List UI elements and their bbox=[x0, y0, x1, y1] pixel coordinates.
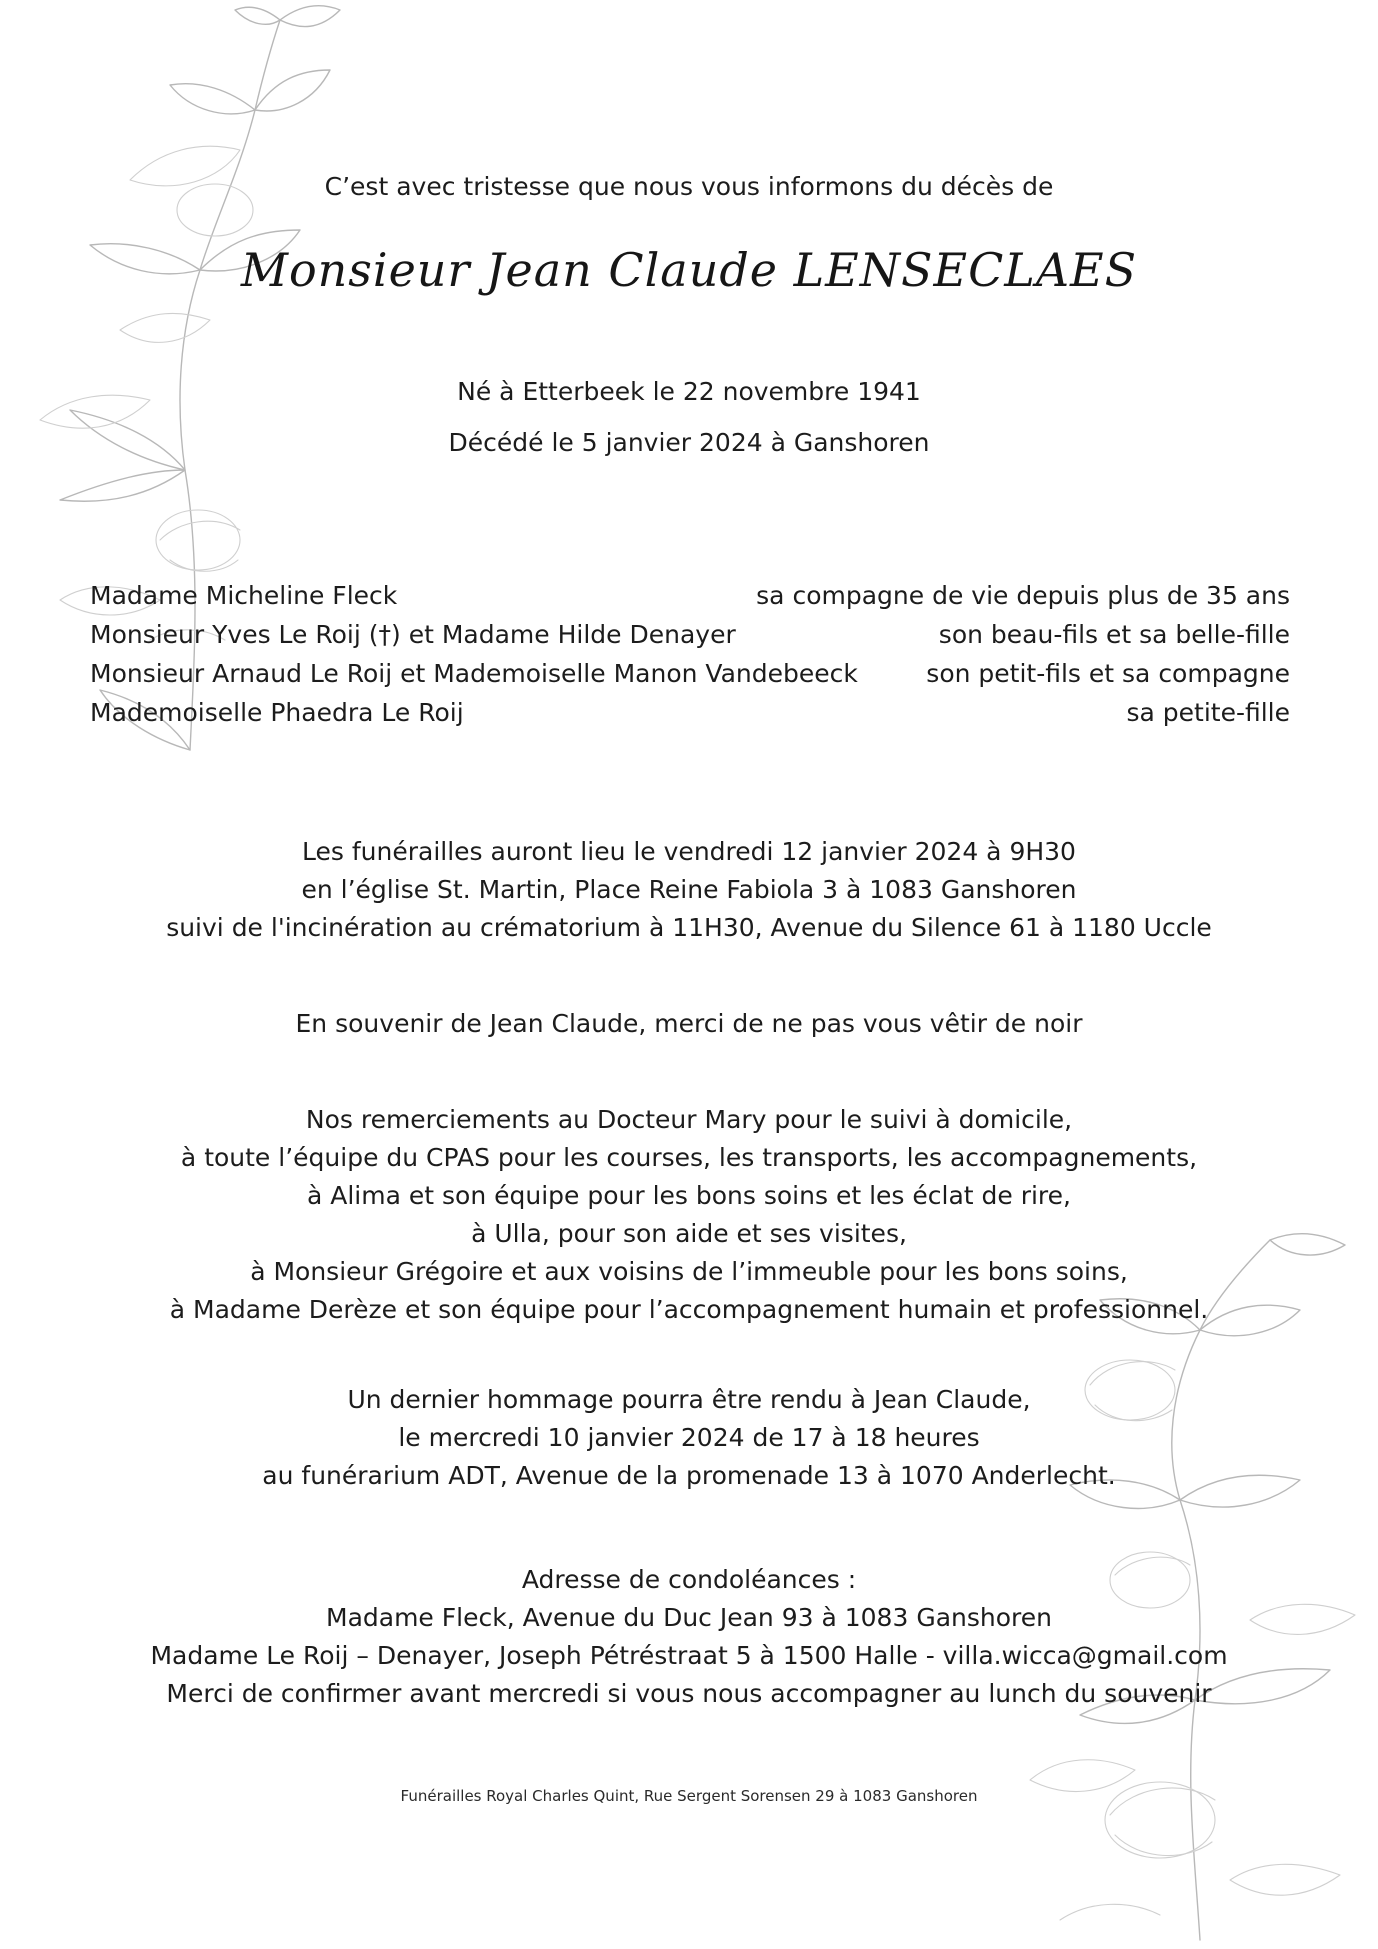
intro-line: C’est avec tristesse que nous vous informons du décès de bbox=[324, 172, 1054, 201]
family-row bbox=[90, 654, 1290, 693]
thanks-line: Nos remerciements au Docteur Mary pour le suivi à domicile, bbox=[305, 1105, 1073, 1134]
family-member-name: Madame Micheline Fleck bbox=[90, 581, 398, 610]
funeral-line: Les funérailles auront lieu le vendredi 12 janvier 2024 à 9H30 bbox=[302, 837, 1076, 866]
funeral-line: suivi de l'incinération au crématorium à 11H30, Avenue du Silence 61 à 1180 Uccle bbox=[166, 913, 1212, 942]
dress-note bbox=[0, 1005, 1378, 1043]
condolences-line: Merci de confirmer avant mercredi si vous nous accompagner au lunch du souvenir bbox=[166, 1679, 1212, 1708]
deceased-name: Monsieur Jean Claude LENSECLAES bbox=[240, 243, 1138, 297]
tribute-line: le mercredi 10 janvier 2024 de 17 à 18 heures bbox=[398, 1423, 980, 1452]
funeral-line: en l’église St. Martin, Place Reine Fabiola 3 à 1083 Ganshoren bbox=[301, 875, 1077, 904]
dress-note-line: En souvenir de Jean Claude, merci de ne pas vous vêtir de noir bbox=[295, 1009, 1083, 1038]
tribute-line: au funérarium ADT, Avenue de la promenade 13 à 1070 Anderlecht. bbox=[262, 1461, 1116, 1490]
family-member-relation: son petit-fils et sa compagne bbox=[926, 659, 1290, 688]
life-dates bbox=[0, 366, 1378, 468]
death-line: Décédé le 5 janvier 2024 à Ganshoren bbox=[448, 428, 930, 457]
condolences-line: Adresse de condoléances : bbox=[521, 1565, 857, 1594]
thanks-line: à Madame Derèze et son équipe pour l’accompagnement humain et professionnel. bbox=[169, 1295, 1209, 1324]
family-list bbox=[90, 576, 1290, 732]
thanks-section bbox=[0, 1101, 1378, 1329]
family-row bbox=[90, 693, 1290, 732]
thanks-line: à Monsieur Grégoire et aux voisins de l’immeuble pour les bons soins, bbox=[250, 1257, 1128, 1286]
family-member-name: Monsieur Yves Le Roij (†) et Madame Hilde Denayer bbox=[90, 620, 736, 649]
family-row bbox=[90, 576, 1290, 615]
condolences-line: Madame Fleck, Avenue du Duc Jean 93 à 1083 Ganshoren bbox=[326, 1603, 1052, 1632]
tribute-line: Un dernier hommage pourra être rendu à Jean Claude, bbox=[347, 1385, 1031, 1414]
birth-line: Né à Etterbeek le 22 novembre 1941 bbox=[457, 377, 921, 406]
family-member-relation: sa compagne de vie depuis plus de 35 ans bbox=[756, 581, 1290, 610]
family-member-relation: son beau-fils et sa belle-fille bbox=[938, 620, 1290, 649]
family-member-name: Mademoiselle Phaedra Le Roij bbox=[90, 698, 464, 727]
condolences-section bbox=[0, 1561, 1378, 1713]
family-member-relation: sa petite-fille bbox=[1126, 698, 1290, 727]
tribute-section bbox=[0, 1381, 1378, 1495]
intro-text bbox=[0, 168, 1378, 206]
thanks-line: à toute l’équipe du CPAS pour les courses, les transports, les accompagnements, bbox=[180, 1143, 1198, 1172]
family-member-name: Monsieur Arnaud Le Roij et Mademoiselle Manon Vandebeeck bbox=[90, 659, 858, 688]
condolences-line: Madame Le Roij – Denayer, Joseph Pétréstraat 5 à 1500 Halle - villa.wicca@gmail.com bbox=[150, 1641, 1228, 1670]
family-row bbox=[90, 615, 1290, 654]
funeral-home-footer: Funérailles Royal Charles Quint, Rue Sergent Sorensen 29 à 1083 Ganshoren bbox=[400, 1787, 978, 1805]
thanks-line: à Alima et son équipe pour les bons soins et les éclat de rire, bbox=[306, 1181, 1071, 1210]
funeral-info bbox=[0, 833, 1378, 947]
thanks-line: à Ulla, pour son aide et ses visites, bbox=[471, 1219, 907, 1248]
